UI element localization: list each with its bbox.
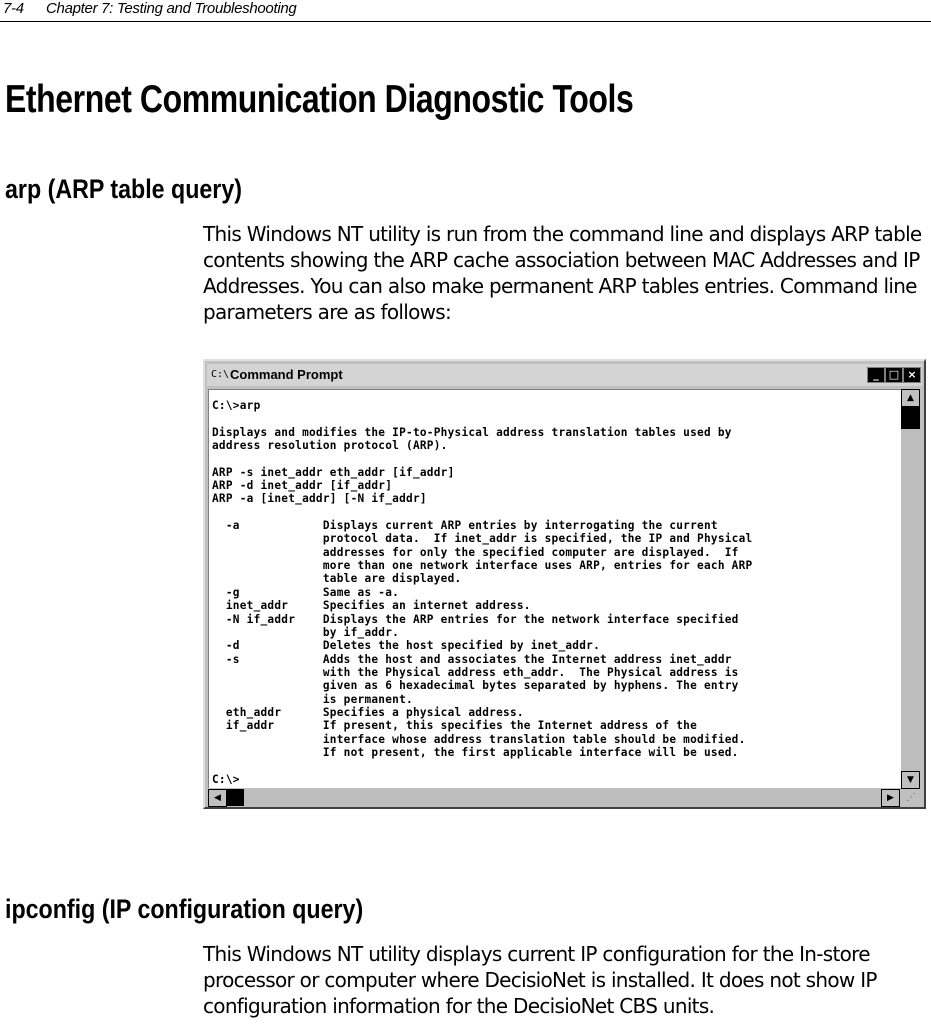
section-heading-arp: arp (ARP table query)	[5, 174, 242, 204]
close-icon[interactable]: ×	[903, 367, 921, 383]
scroll-down-icon[interactable]: ▼	[901, 771, 920, 789]
scroll-right-icon[interactable]: ▶	[881, 789, 900, 807]
window-title: Command Prompt	[230, 367, 343, 382]
console-text: C:\>arp Displays and modifies the IP-to-Physical address translation tables used by address resolution protocol (ARP). ARP -s inet_addr eth_addr [if_addr] ARP -d inet_addr [if_addr] ARP -a [inet_addr] [-N if_addr] -a Displays current ARP entries by interrogating the current protocol data. If inet_addr is specified, the IP and Physical addresses for only the specified computer are displayed. If more than one network interface uses ARP, entries for each ARP table are displayed. -g Same as -a. inet_addr Specifies an internet address. -N if_addr Displays the ARP entries for the network interface specified by if_addr. -d Deletes the host specified by inet_addr. -s Adds the host and associates the Internet address inet_addr with the Physical address eth_addr. The Physical address is given as 6 hexadecimal bytes separated by hyphens. The entry is permanent. eth_addr Specifies a physical address. if_addr If present, this specifies the Internet address of the interface whose address translation table should be modified. If not present, the first applicable interface will be used. C:\>	[212, 399, 753, 786]
scroll-left-icon[interactable]: ◀	[208, 789, 227, 807]
section-heading-ipconfig: ipconfig (IP configuration query)	[5, 894, 364, 924]
horizontal-scroll-thumb[interactable]	[226, 789, 244, 806]
console-output-area[interactable]	[208, 389, 901, 788]
section-body-arp: This Windows NT utility is run from the command line and displays ARP table contents showing the ARP cache association between MAC Addresses and IP Addresses. You can also make permanent ARP tables entries. Command line parameters are as follows:	[203, 222, 922, 324]
horizontal-scrollbar[interactable]	[208, 789, 900, 806]
maximize-icon[interactable]: □	[885, 367, 903, 383]
vertical-scroll-thumb[interactable]	[901, 407, 920, 429]
command-prompt-icon: C:\	[211, 369, 230, 380]
resize-grip-icon[interactable]: ⋰	[902, 789, 920, 806]
running-head	[3, 0, 296, 17]
vertical-scrollbar[interactable]	[901, 389, 920, 789]
page-number: 7-4	[3, 0, 24, 17]
section-body-ipconfig: This Windows NT utility displays current IP configuration for the In-store processor or computer where DecisioNet is installed. It does not show IP configuration information for the DecisioNet CBS units.	[203, 942, 877, 1018]
command-prompt-window	[203, 359, 926, 809]
chapter-title: Chapter 7: Testing and Troubleshooting	[46, 0, 297, 17]
header-rule	[0, 21, 931, 22]
minimize-icon[interactable]: _	[867, 367, 885, 383]
page-title: Ethernet Communication Diagnostic Tools	[5, 78, 634, 121]
window-titlebar[interactable]	[207, 364, 922, 386]
scroll-up-icon[interactable]: ▲	[901, 389, 920, 407]
